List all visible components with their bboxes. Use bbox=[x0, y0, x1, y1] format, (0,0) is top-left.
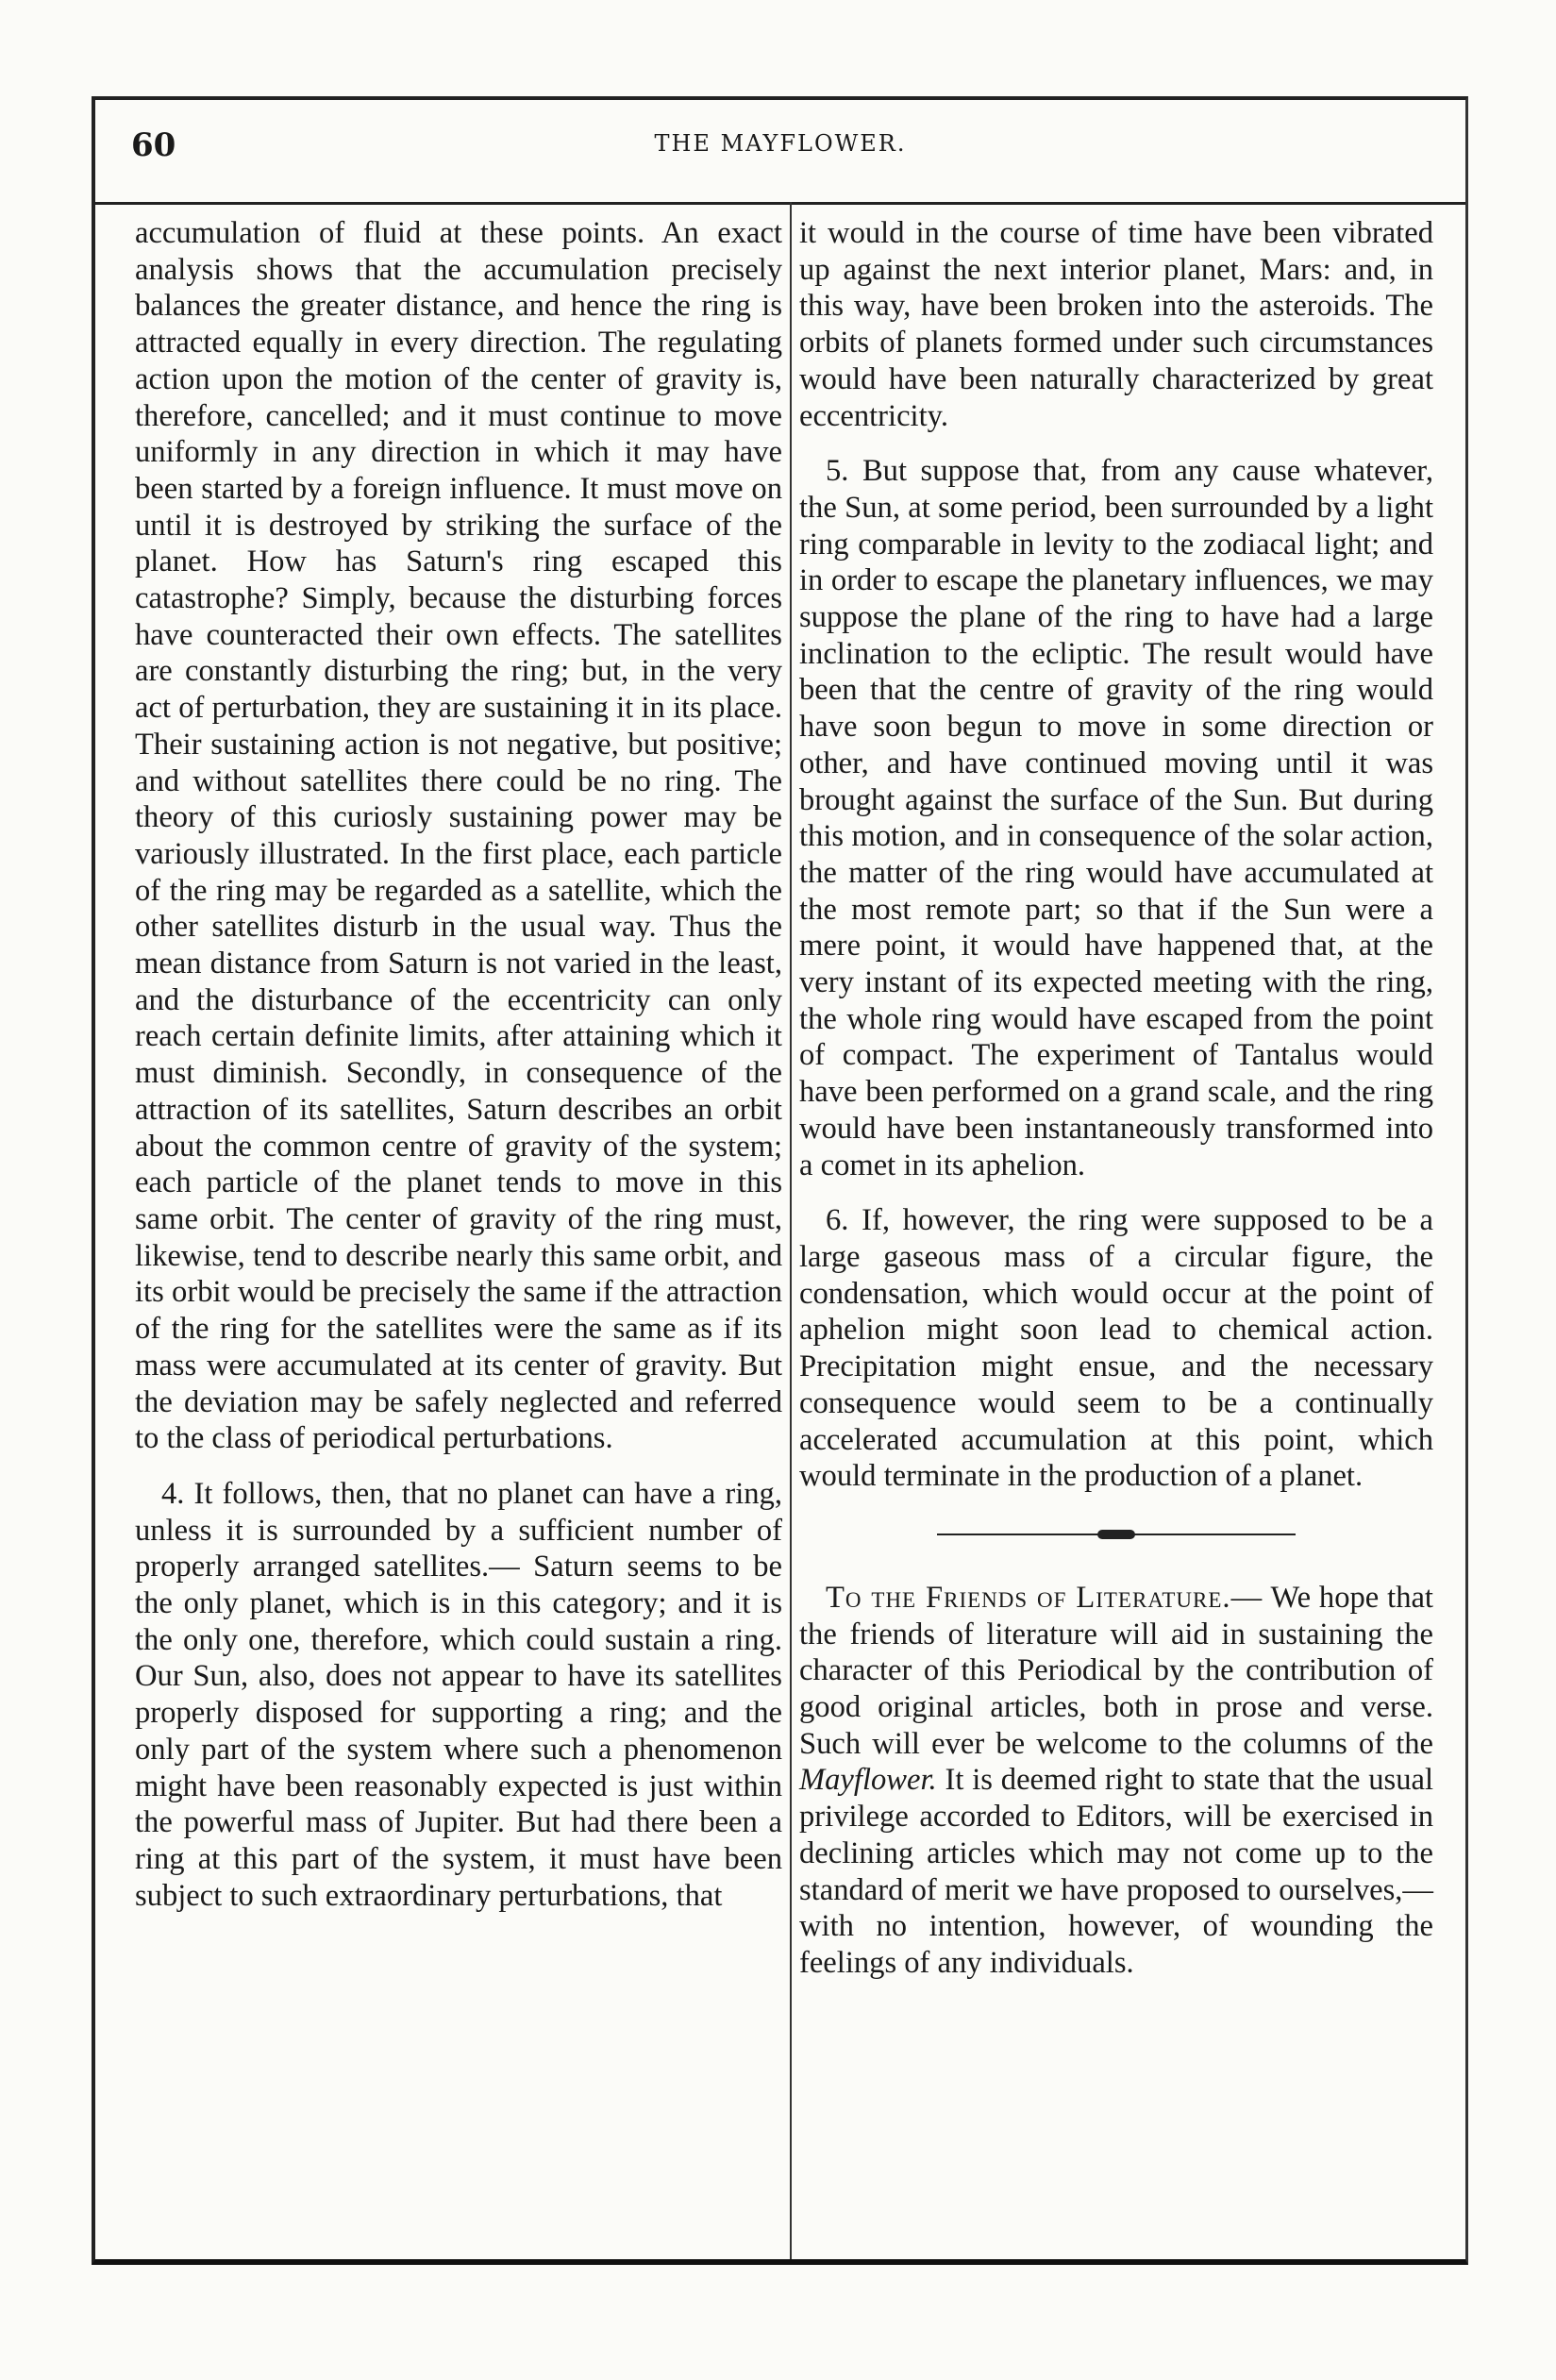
notice-body-2: It is deemed right to state that the usual privilege accorded to Editors, will be exercised in declining articles which may not come up to the standard of merit we have proposed to ourselves,—with no intention, however, of wounding the feelings of any individuals. bbox=[799, 1763, 1433, 1980]
notice-body-1: We hope that the friends of literature will aid in sustaining the character of this Periodical by the contribution of good original articles, both in prose and verse. Such will ever be welcome to the columns of the bbox=[799, 1580, 1433, 1761]
left-paragraph-2: 4. It follows, then, that no planet can have a ring, unless it is surrounded by a sufficient number of properly arranged satellites.— Saturn seems to be the only planet, which is in this category; and it is the only one, therefore, which could sustain a ring. Our Sun, also, does not appear to have its satellites properly disposed for supporting a ring; and the only part of the system where such a phenomenon might have been reasonably expected is just within the powerful mass of Jupiter. But had there been a ring at this part of the system, it must have been subject to such extraordinary perturbations, that bbox=[135, 1476, 782, 1913]
left-column bbox=[135, 215, 782, 1914]
section-separator-rule bbox=[937, 1533, 1296, 1536]
notice-paragraph bbox=[799, 1580, 1433, 1982]
page-number: 60 bbox=[131, 126, 176, 164]
page-frame bbox=[92, 96, 1468, 2265]
notice-title: To the Friends of Literature.— bbox=[826, 1580, 1263, 1615]
right-paragraph-1: it would in the course of time have been vibrated up against the next interior planet, Mars: and, in this way, have been broken into the asteroids. The orbits of planets formed under such circumstances would have been naturally characterized by great eccentricity. bbox=[799, 216, 1433, 433]
running-title: THE MAYFLOWER. bbox=[654, 130, 907, 157]
right-paragraph-3: 6. If, however, the ring were supposed to be a large gaseous mass of a circular figure, the condensation, which would occur at the point of aphelion might soon lead to chemical action. Precipitation might ensue, and the necessary consequence would seem to be a continually accelerated accumulation at this point, which would terminate in the production of a planet. bbox=[799, 1203, 1433, 1494]
page-header bbox=[95, 100, 1465, 205]
column-divider bbox=[790, 202, 792, 2259]
left-paragraph-1: accumulation of fluid at these points. An exact analysis shows that the accumulation precisely balances the greater distance, and hence the ring is attracted equally in every direction. The regulating action upon the motion of the center of gravity is, therefore, cancelled; and it must continue to move uniformly in any direction in which it may have been started by a foreign influence. It must move on until it is destroyed by striking the surface of the planet. How has Saturn's ring escaped this catastrophe? Simply, because the disturbing forces have counteracted their own effects. The satellites are constantly disturbing the ring; but, in the very act of perturbation, they are sustaining it in its place. Their sustaining action is not negative, but positive; and without satellites there could be no ring. The theory of this curiosly sustaining power may be variously illustrated. In the first place, each particle of the ring may be regarded as a satellite, which the other satellites disturb in the usual way. Thus the mean distance from Saturn is not varied in the least, and the disturbance of the eccentricity can only reach certain definite limits, after attaining which it must diminish. Secondly, in consequence of the attraction of its satellites, Saturn describes an orbit about the common centre of gravity of the system; each particle of the planet tends to move in this same orbit. The center of gravity of the ring must, likewise, tend to describe nearly this same orbit, and its orbit would be precisely the same if the attraction of the ring for the satellites were the same as if its mass were accumulated at its center of gravity. But the deviation may be safely neglected and referred to the class of periodical perturbations. bbox=[135, 216, 782, 1456]
right-paragraph-2: 5. But suppose that, from any cause whatever, the Sun, at some period, been surrounded by a light ring comparable in levity to the zodiacal light; and in order to escape the planetary influences, we may suppose the plane of the ring to have had a large inclination to the ecliptic. The result would have been that the centre of gravity of the ring would have soon begun to move in some direction or other, and have continued moving until it was brought against the surface of the Sun. But during this motion, and in consequence of the solar action, the matter of the ring would have accumulated at the most remote part; so that if the Sun were a mere point, it would have happened that, at the very instant of its expected meeting with the ring, the whole ring would have escaped from the point of compact. The experiment of Tantalus would have been performed on a grand scale, and the ring would have been instantaneously transformed into a comet in its aphelion. bbox=[799, 454, 1433, 1182]
right-column bbox=[799, 215, 1433, 1982]
notice-magazine-name: Mayflower. bbox=[799, 1763, 937, 1798]
